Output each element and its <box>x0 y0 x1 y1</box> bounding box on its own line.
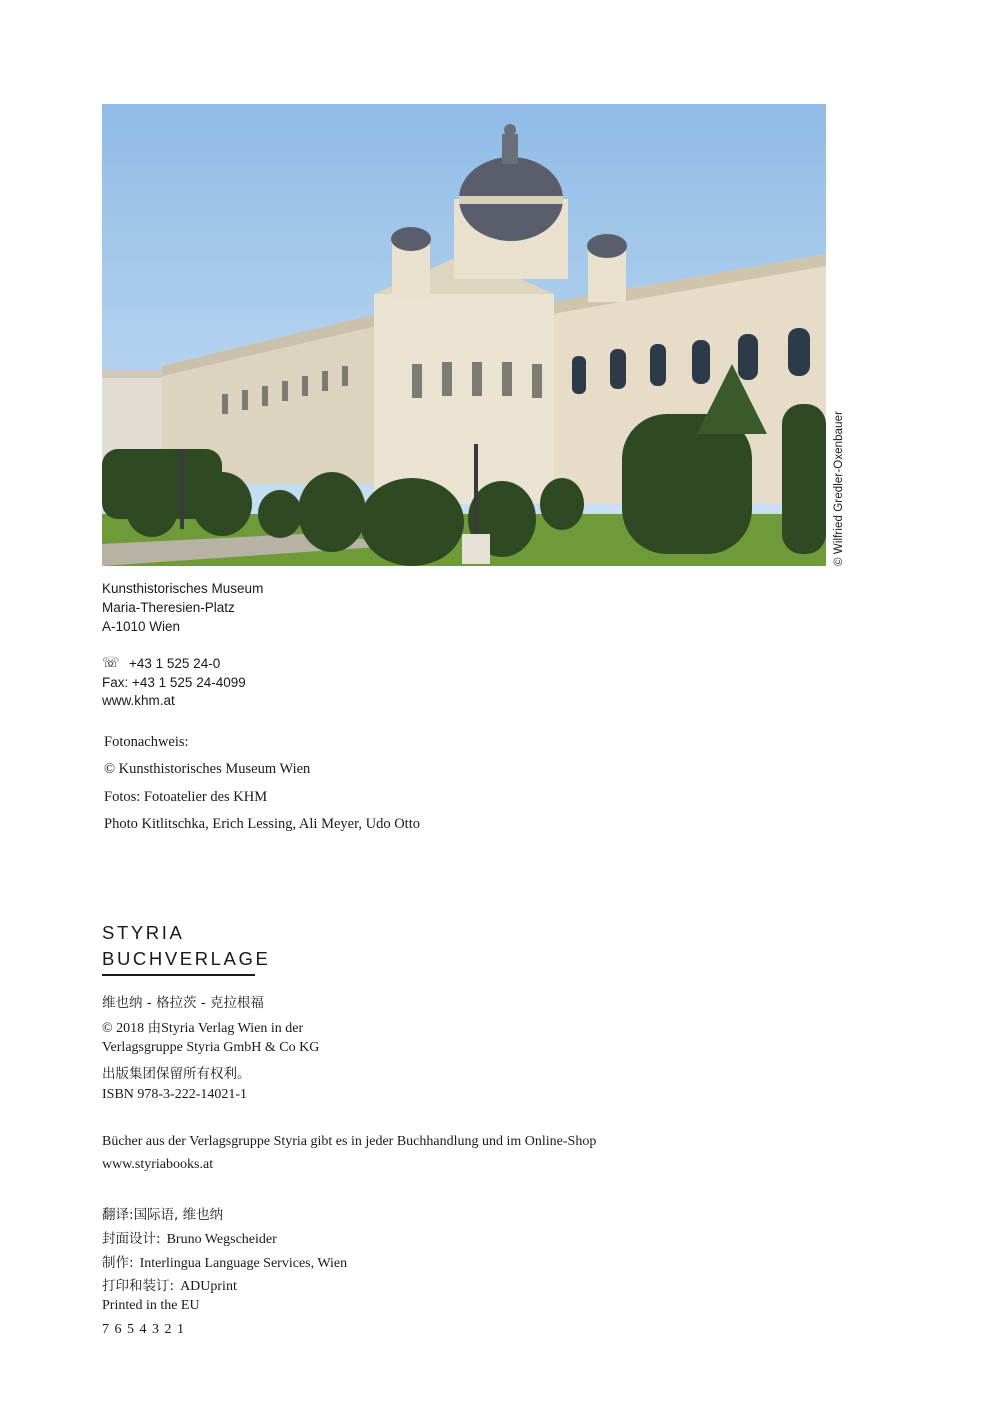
museum-fax: Fax: +43 1 525 24-4099 <box>102 675 246 690</box>
imprint-copyright-prefix: © 2018 <box>102 1021 148 1036</box>
imprint-shop-website-link[interactable]: www.styriabooks.at <box>102 1157 214 1172</box>
imprint-cover-label: 封面设计: <box>102 1231 161 1247</box>
museum-city: A-1010 Wien <box>102 619 181 634</box>
imprint-copyright-rest: Styria Verlag Wien in der <box>161 1021 304 1036</box>
telephone-icon: ☏ <box>102 655 120 671</box>
museum-name: Kunsthistorisches Museum <box>102 581 264 596</box>
imprint-production <box>102 1251 347 1272</box>
imprint-translation-label: 翻译: <box>102 1207 134 1223</box>
imprint-print-label: 打印和装订: <box>102 1278 175 1294</box>
imprint-production-label: 制作: <box>102 1255 134 1271</box>
publisher-logo-line1: STYRIA <box>102 922 185 943</box>
publisher-logo-rule <box>102 974 255 976</box>
museum-street: Maria-Theresien-Platz <box>102 600 235 615</box>
photo-credit: © Wilfried Gredler-Oxenbauer <box>833 410 845 566</box>
museum-photo <box>102 104 826 566</box>
imprint-translation-value: 国际语, 维也纳 <box>133 1207 224 1223</box>
museum-website-link[interactable]: www.khm.at <box>102 693 175 708</box>
imprint-copyright <box>102 1016 303 1037</box>
photo-sources-line: © Kunsthistorisches Museum Wien <box>104 761 311 777</box>
museum-photo-illustration <box>102 104 826 566</box>
imprint-print-run: 7 6 5 4 3 2 1 <box>102 1322 185 1337</box>
museum-phone-number: +43 1 525 24-0 <box>129 656 221 671</box>
imprint-group: Verlagsgruppe Styria GmbH & Co KG <box>102 1040 320 1055</box>
photo-sources-line: Photo Kitlitschka, Erich Lessing, Ali Meyer, Udo Otto <box>104 816 420 832</box>
imprint-shop-line: Bücher aus der Verlagsgruppe Styria gibt es in jeder Buchhandlung und im Online-Shop <box>102 1134 597 1149</box>
imprint-printed-in: Printed in the EU <box>102 1298 200 1313</box>
publisher-logo-line2: BUCHVERLAGE <box>102 948 271 969</box>
photo-sources-line: Fotos: Fotoatelier des KHM <box>104 789 268 805</box>
imprint-cover-value: Bruno Wegscheider <box>166 1232 277 1247</box>
imprint-print-value: ADUprint <box>180 1279 237 1294</box>
imprint-rights: 出版集团保留所有权利。 <box>102 1066 251 1082</box>
imprint-print <box>102 1274 237 1295</box>
imprint-copyright-cjk: 由 <box>147 1020 162 1036</box>
imprint-cover <box>102 1227 277 1248</box>
imprint-translation <box>102 1203 223 1224</box>
publisher-logo <box>102 920 271 976</box>
imprint-isbn: ISBN 978-3-222-14021-1 <box>102 1087 248 1102</box>
imprint-cities: 维也纳 - 格拉茨 - 克拉根福 <box>102 995 264 1011</box>
museum-phone <box>102 654 220 673</box>
photo-sources-heading: Fotonachweis: <box>104 734 189 750</box>
imprint-production-value: Interlingua Language Services, Wien <box>139 1256 348 1271</box>
